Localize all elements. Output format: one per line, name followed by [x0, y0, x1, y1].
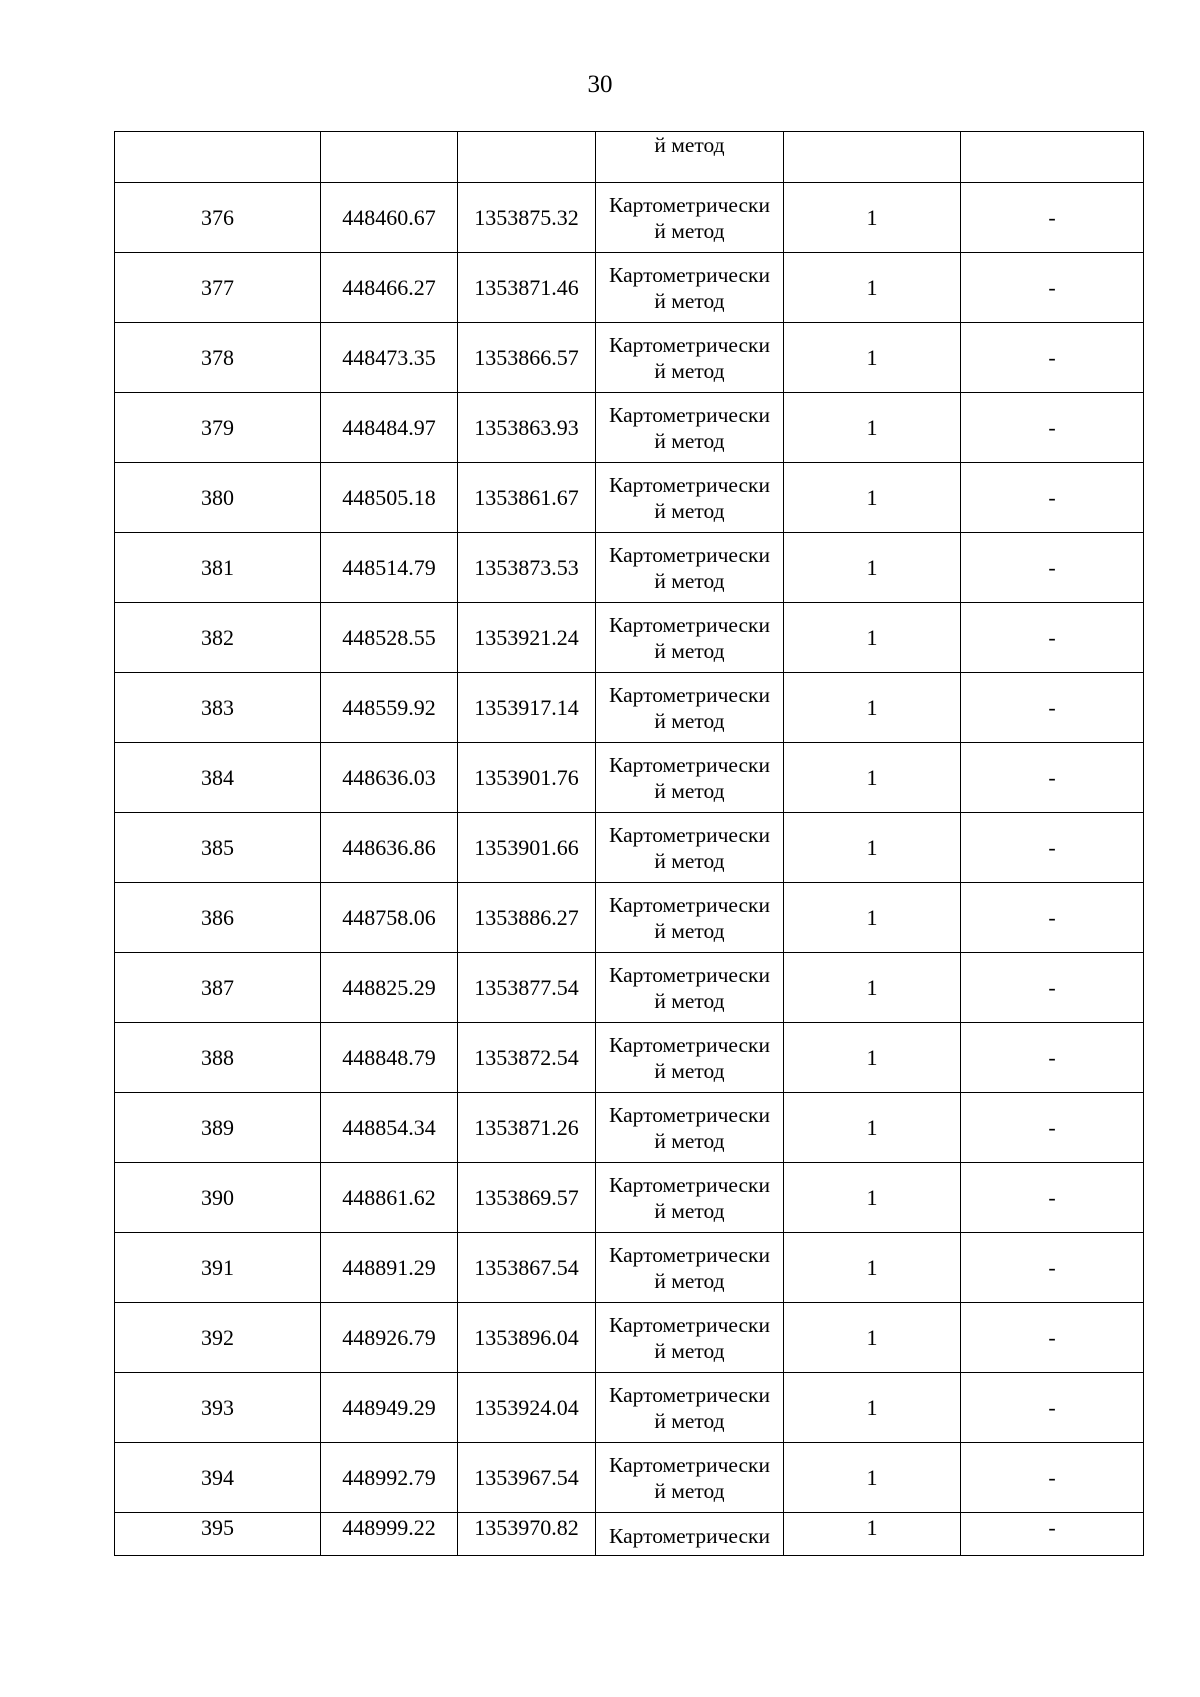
x-coordinate-cell: 448949.29: [321, 1373, 458, 1443]
accuracy-cell: 1: [784, 183, 961, 253]
note-cell: -: [961, 953, 1144, 1023]
table-row: [115, 1093, 1144, 1163]
method-cell: [596, 1513, 784, 1556]
x-coordinate-cell: [321, 132, 458, 183]
y-coordinate-cell: 1353871.46: [458, 253, 596, 323]
point-number-cell: 381: [115, 533, 321, 603]
point-number-cell: 384: [115, 743, 321, 813]
note-cell: -: [961, 883, 1144, 953]
point-number-cell: 376: [115, 183, 321, 253]
note-cell: -: [961, 533, 1144, 603]
point-number-cell: 393: [115, 1373, 321, 1443]
note-cell: -: [961, 603, 1144, 673]
y-coordinate-cell: 1353901.76: [458, 743, 596, 813]
note-cell: -: [961, 1163, 1144, 1233]
accuracy-cell: 1: [784, 463, 961, 533]
method-line-2: й метод: [654, 708, 725, 733]
method-line-1: Картометрически: [609, 472, 770, 497]
note-cell: -: [961, 323, 1144, 393]
x-coordinate-cell: 448528.55: [321, 603, 458, 673]
table-row: [115, 673, 1144, 743]
accuracy-cell: 1: [784, 743, 961, 813]
accuracy-cell: 1: [784, 533, 961, 603]
x-coordinate-cell: 448825.29: [321, 953, 458, 1023]
y-coordinate-cell: 1353901.66: [458, 813, 596, 883]
y-coordinate-cell: 1353896.04: [458, 1303, 596, 1373]
method-cell: [596, 953, 784, 1023]
table-row: [115, 743, 1144, 813]
method-line-2: й метод: [654, 218, 725, 243]
method-cell: [596, 393, 784, 463]
table-row: [115, 603, 1144, 673]
point-number-cell: 394: [115, 1443, 321, 1513]
y-coordinate-cell: 1353869.57: [458, 1163, 596, 1233]
y-coordinate-cell: 1353924.04: [458, 1373, 596, 1443]
accuracy-cell: 1: [784, 673, 961, 743]
point-number-cell: 389: [115, 1093, 321, 1163]
note-cell: -: [961, 1443, 1144, 1513]
method-cell: [596, 1303, 784, 1373]
method-line-2: й метод: [654, 638, 725, 663]
method-cell: [596, 1373, 784, 1443]
method-line-2: й метод: [654, 1268, 725, 1293]
method-line-1: Картометрически: [609, 822, 770, 847]
accuracy-cell: 1: [784, 1373, 961, 1443]
y-coordinate-cell: 1353863.93: [458, 393, 596, 463]
table-body: [115, 132, 1144, 1556]
method-cell: [596, 1163, 784, 1233]
method-line-2: й метод: [654, 1128, 725, 1153]
method-cell: [596, 183, 784, 253]
table-row: [115, 1513, 1144, 1556]
y-coordinate-cell: 1353917.14: [458, 673, 596, 743]
x-coordinate-cell: 448460.67: [321, 183, 458, 253]
method-line-2: й метод: [654, 288, 725, 313]
x-coordinate-cell: 448758.06: [321, 883, 458, 953]
point-number-cell: 385: [115, 813, 321, 883]
method-cell: [596, 1023, 784, 1093]
y-coordinate-cell: 1353871.26: [458, 1093, 596, 1163]
table-row: [115, 1023, 1144, 1093]
table-row: [115, 953, 1144, 1023]
note-cell: -: [961, 183, 1144, 253]
method-line-1: Картометрически: [609, 1102, 770, 1127]
x-coordinate-cell: 448505.18: [321, 463, 458, 533]
method-line-1: Картометрически: [609, 332, 770, 357]
y-coordinate-cell: 1353970.82: [458, 1513, 596, 1556]
x-coordinate-cell: 448484.97: [321, 393, 458, 463]
y-coordinate-cell: [458, 132, 596, 183]
method-cell: [596, 1443, 784, 1513]
point-number-cell: 387: [115, 953, 321, 1023]
page-number: 30: [587, 71, 613, 98]
method-line-1: Картометрически: [609, 542, 770, 567]
method-line-1: Картометрически: [609, 1382, 770, 1407]
x-coordinate-cell: 448999.22: [321, 1513, 458, 1556]
x-coordinate-cell: 448891.29: [321, 1233, 458, 1303]
accuracy-cell: 1: [784, 1163, 961, 1233]
point-number-cell: 377: [115, 253, 321, 323]
x-coordinate-cell: 448848.79: [321, 1023, 458, 1093]
method-line-2: й метод: [654, 568, 725, 593]
method-line-1: Картометрически: [609, 402, 770, 427]
accuracy-cell: 1: [784, 1513, 961, 1556]
method-line-2: й метод: [654, 1338, 725, 1363]
point-number-cell: 388: [115, 1023, 321, 1093]
note-cell: -: [961, 813, 1144, 883]
method-line-1: Картометрически: [609, 1524, 770, 1548]
y-coordinate-cell: 1353967.54: [458, 1443, 596, 1513]
method-line-2: й метод: [654, 1408, 725, 1433]
table-row: [115, 883, 1144, 953]
table-row: [115, 253, 1144, 323]
note-cell: -: [961, 393, 1144, 463]
point-number-cell: 383: [115, 673, 321, 743]
method-line-2: й метод: [654, 848, 725, 873]
accuracy-cell: 1: [784, 393, 961, 463]
method-cell: [596, 813, 784, 883]
accuracy-cell: 1: [784, 253, 961, 323]
method-line-1: Картометрически: [609, 612, 770, 637]
table-row: [115, 1163, 1144, 1233]
table-row: [115, 463, 1144, 533]
point-number-cell: 378: [115, 323, 321, 393]
accuracy-cell: 1: [784, 953, 961, 1023]
method-line-2: й метод: [654, 498, 725, 523]
x-coordinate-cell: 448926.79: [321, 1303, 458, 1373]
table-row: [115, 323, 1144, 393]
method-line-2: й метод: [654, 778, 725, 803]
y-coordinate-cell: 1353873.53: [458, 533, 596, 603]
y-coordinate-cell: 1353875.32: [458, 183, 596, 253]
method-cell: [596, 323, 784, 393]
method-line-1: Картометрически: [609, 262, 770, 287]
accuracy-cell: 1: [784, 603, 961, 673]
note-cell: -: [961, 1303, 1144, 1373]
accuracy-cell: 1: [784, 1093, 961, 1163]
method-line-2: й метод: [654, 918, 725, 943]
note-cell: -: [961, 1023, 1144, 1093]
method-line-1: Картометрически: [609, 752, 770, 777]
method-line-1: Картометрически: [609, 1312, 770, 1337]
x-coordinate-cell: 448854.34: [321, 1093, 458, 1163]
point-number-cell: 380: [115, 463, 321, 533]
x-coordinate-cell: 448466.27: [321, 253, 458, 323]
y-coordinate-cell: 1353861.67: [458, 463, 596, 533]
method-line-1: Картометрически: [609, 1452, 770, 1477]
x-coordinate-cell: 448636.03: [321, 743, 458, 813]
accuracy-cell: 1: [784, 1023, 961, 1093]
x-coordinate-cell: 448473.35: [321, 323, 458, 393]
method-cell: [596, 673, 784, 743]
method-line-1: Картометрически: [609, 1242, 770, 1267]
note-cell: -: [961, 743, 1144, 813]
method-line-2: й метод: [654, 358, 725, 383]
method-cell: [596, 743, 784, 813]
method-cell: [596, 883, 784, 953]
note-cell: -: [961, 1513, 1144, 1556]
method-line-1: Картометрически: [609, 1032, 770, 1057]
method-cell: [596, 1233, 784, 1303]
point-number-cell: 386: [115, 883, 321, 953]
note-cell: -: [961, 253, 1144, 323]
method-cell: [596, 132, 784, 183]
table-row: [115, 393, 1144, 463]
table-row: [115, 1233, 1144, 1303]
accuracy-cell: [784, 132, 961, 183]
method-cell: [596, 463, 784, 533]
note-cell: -: [961, 1093, 1144, 1163]
coordinates-table: [114, 131, 1144, 1556]
accuracy-cell: 1: [784, 1443, 961, 1513]
accuracy-cell: 1: [784, 323, 961, 393]
point-number-cell: 392: [115, 1303, 321, 1373]
continuation-row: [115, 132, 1144, 183]
method-line-1: Картометрически: [609, 892, 770, 917]
table-row: [115, 813, 1144, 883]
accuracy-cell: 1: [784, 813, 961, 883]
x-coordinate-cell: 448992.79: [321, 1443, 458, 1513]
y-coordinate-cell: 1353886.27: [458, 883, 596, 953]
method-line-2: й метод: [654, 133, 725, 157]
y-coordinate-cell: 1353921.24: [458, 603, 596, 673]
x-coordinate-cell: 448559.92: [321, 673, 458, 743]
note-cell: -: [961, 1373, 1144, 1443]
accuracy-cell: 1: [784, 1303, 961, 1373]
x-coordinate-cell: 448514.79: [321, 533, 458, 603]
y-coordinate-cell: 1353877.54: [458, 953, 596, 1023]
note-cell: -: [961, 673, 1144, 743]
point-number-cell: 379: [115, 393, 321, 463]
y-coordinate-cell: 1353866.57: [458, 323, 596, 393]
method-line-2: й метод: [654, 1478, 725, 1503]
table-row: [115, 1303, 1144, 1373]
point-number-cell: 382: [115, 603, 321, 673]
method-line-2: й метод: [654, 988, 725, 1013]
x-coordinate-cell: 448636.86: [321, 813, 458, 883]
table-row: [115, 183, 1144, 253]
method-line-1: Картометрически: [609, 1172, 770, 1197]
note-cell: -: [961, 1233, 1144, 1303]
table-row: [115, 1373, 1144, 1443]
point-number-cell: 390: [115, 1163, 321, 1233]
method-line-1: Картометрически: [609, 682, 770, 707]
accuracy-cell: 1: [784, 883, 961, 953]
y-coordinate-cell: 1353867.54: [458, 1233, 596, 1303]
method-line-1: Картометрически: [609, 962, 770, 987]
note-cell: -: [961, 463, 1144, 533]
accuracy-cell: 1: [784, 1233, 961, 1303]
method-cell: [596, 1093, 784, 1163]
method-cell: [596, 253, 784, 323]
table-row: [115, 533, 1144, 603]
method-line-1: Картометрически: [609, 192, 770, 217]
point-number-cell: [115, 132, 321, 183]
note-cell: [961, 132, 1144, 183]
point-number-cell: 391: [115, 1233, 321, 1303]
table-row: [115, 1443, 1144, 1513]
method-line-2: й метод: [654, 428, 725, 453]
method-line-2: й метод: [654, 1058, 725, 1083]
point-number-cell: 395: [115, 1513, 321, 1556]
method-cell: [596, 533, 784, 603]
y-coordinate-cell: 1353872.54: [458, 1023, 596, 1093]
x-coordinate-cell: 448861.62: [321, 1163, 458, 1233]
method-line-2: й метод: [654, 1198, 725, 1223]
method-cell: [596, 603, 784, 673]
